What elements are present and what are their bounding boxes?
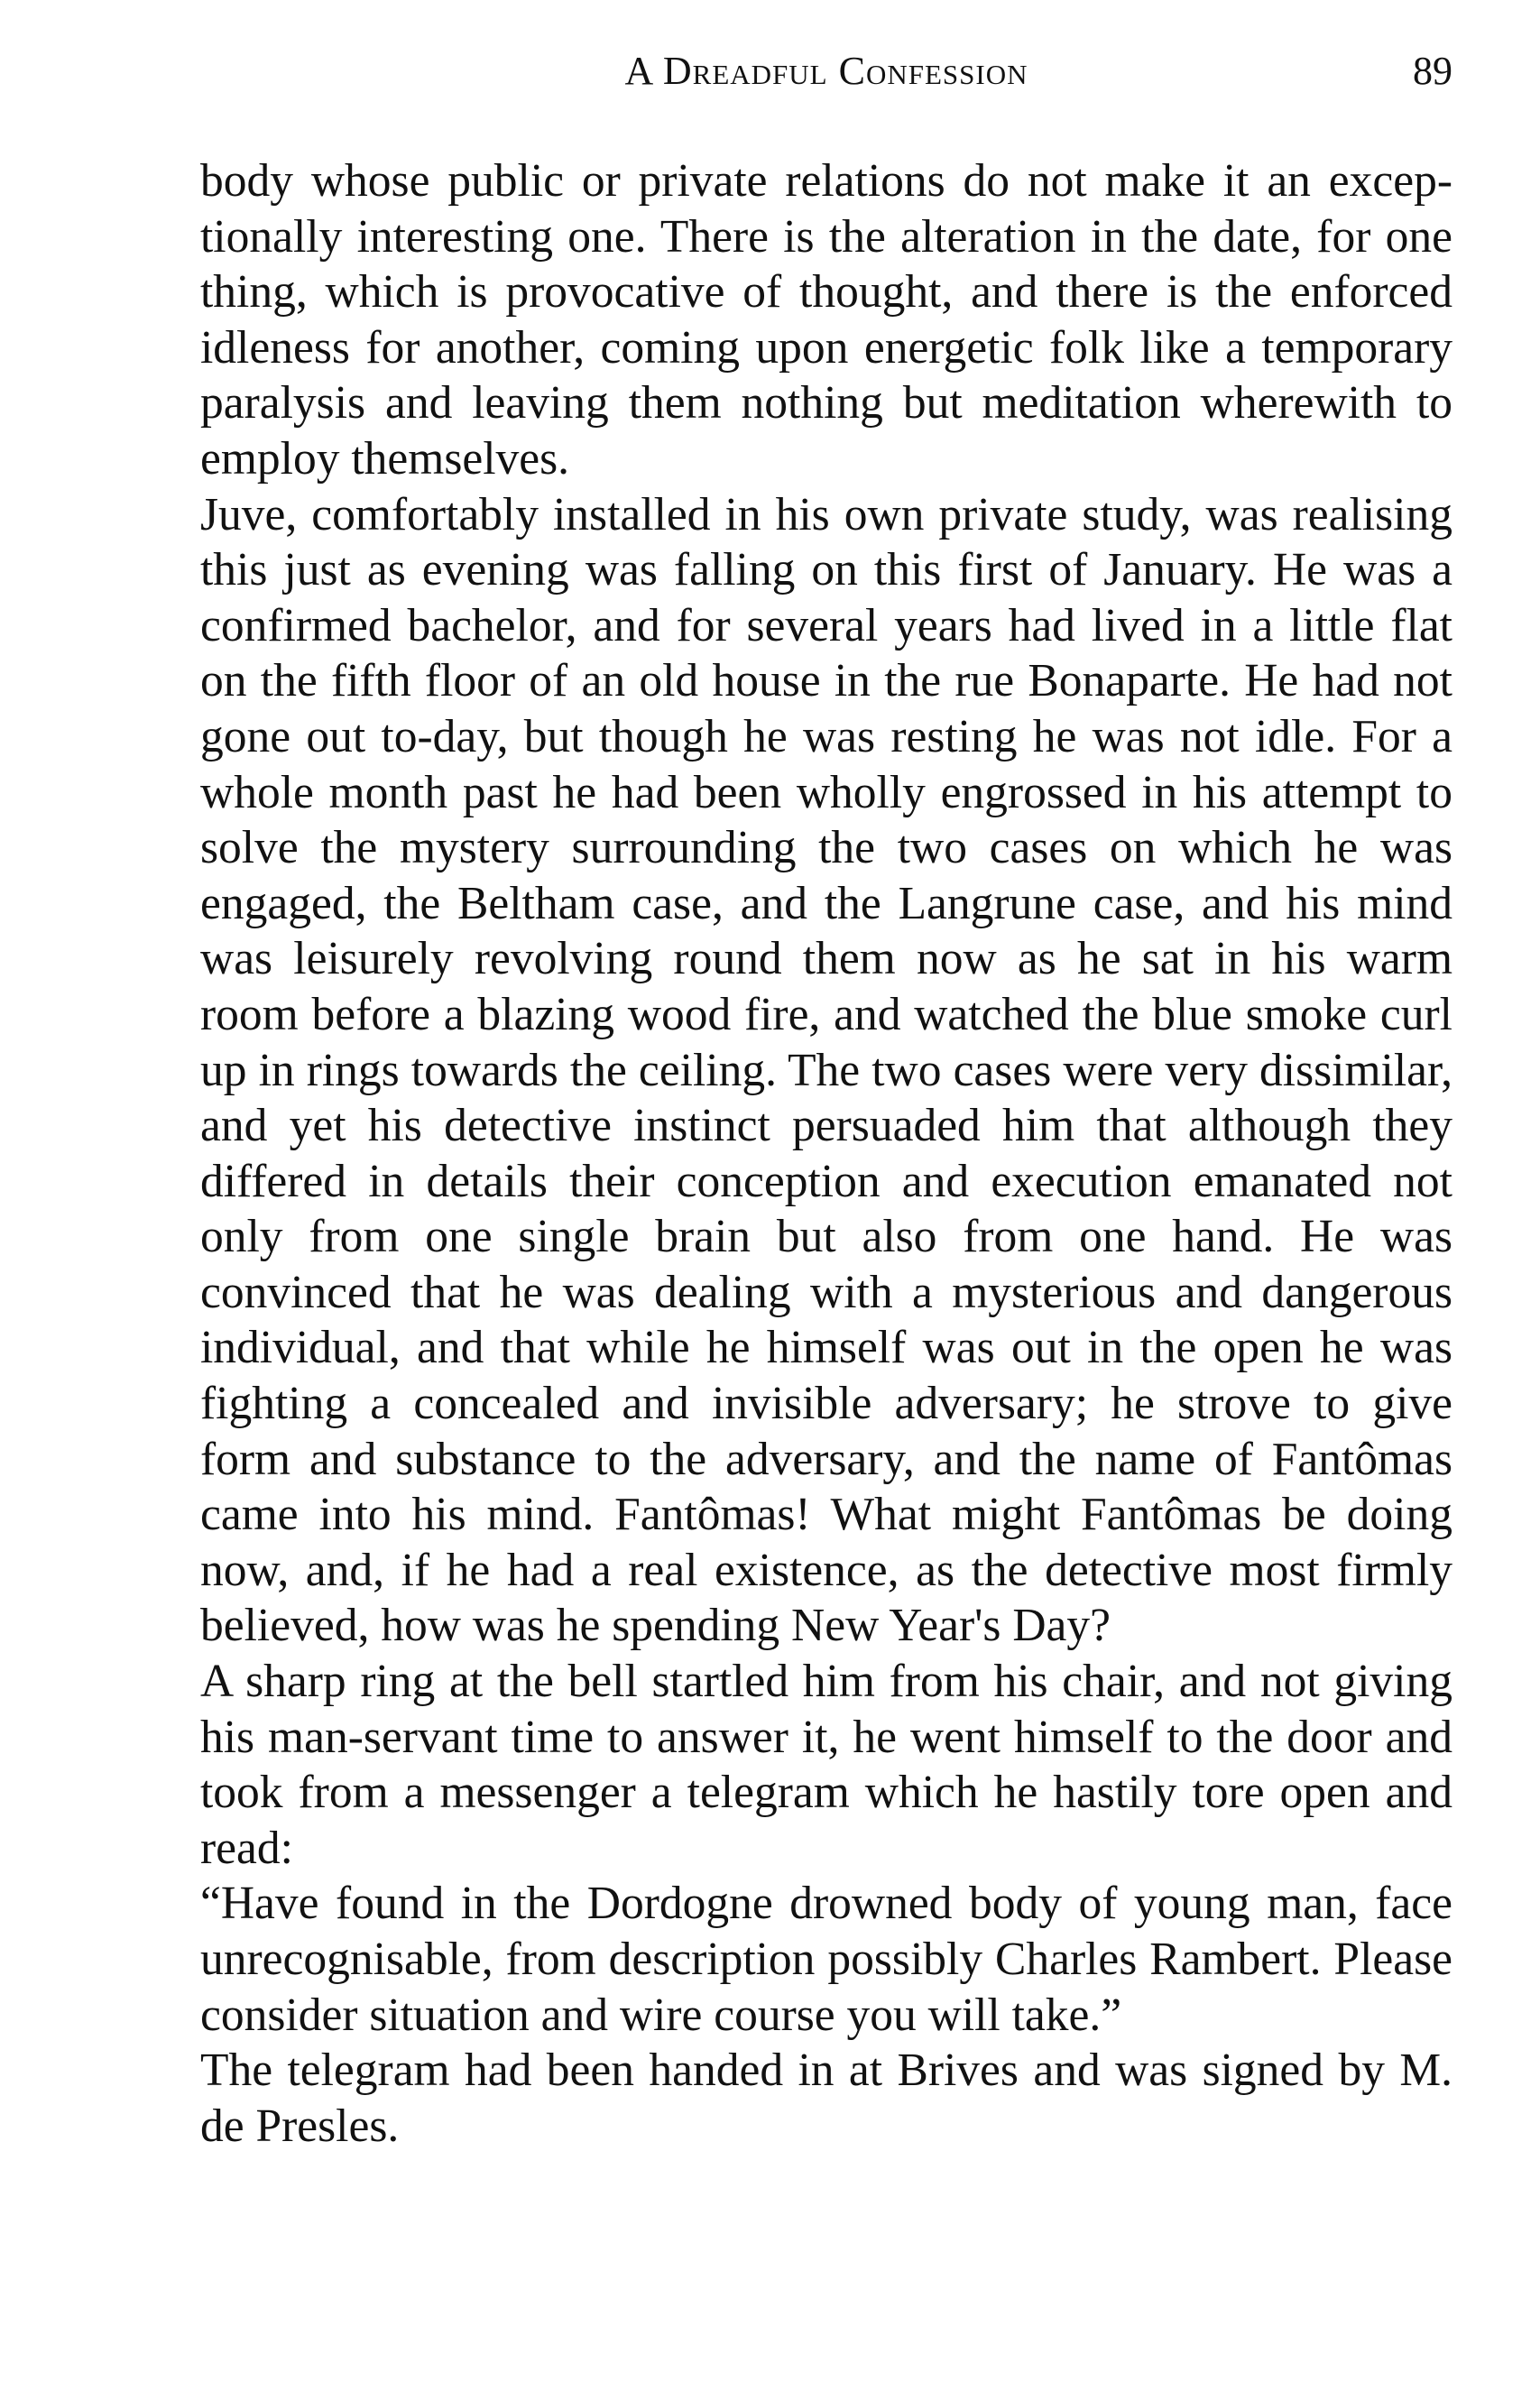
paragraph-telegram-text: “Have found in the Dordogne drowned body of young man, face unrecognisable, from description possibly Charles Rambert. Please consider situation and wire course you will take.” — [200, 1878, 1452, 2041]
running-title: A Dreadful Confession — [624, 49, 1028, 93]
body-text — [200, 153, 1452, 2154]
page-number: 89 — [1413, 49, 1452, 93]
paragraph-continuation: body whose public or private relations do not make it an exceptionally interesting one. There is the alteration in the date, for one thing, which is provocative of thought, and there is the enforced idleness for another, coming upon energetic folk like a temporary paralysis and leaving them nothing but meditation wherewith to employ themselves. — [200, 155, 1452, 485]
paragraph-bell-ring: A sharp ring at the bell startled him from his chair, and not giving his man-servant time to answer it, he went himself to the door and took from a messenger a telegram which he hastily tore open and read: — [200, 1656, 1452, 1874]
paragraph-telegram-origin: The telegram had been handed in at Brives and was signed by M. de Presles. — [200, 2045, 1452, 2152]
paragraph-juve-study: Juve, comfortably installed in his own private study, was realising this just as evening was falling on this first of January. He was a confirmed bachelor, and for several years had lived in a little flat on the fifth floor of an old house in the rue Bonaparte. He had not gone out to-day, but though he was resting he was not idle. For a whole month past he had been wholly engrossed in his attempt to solve the mystery surrounding the two cases on which he was engaged, the Beltham case, and the Langrune case, and his mind was leisurely revolving round them now as he sat in his warm room before a blazing wood fire, and watched the blue smoke curl up in rings towards the ceiling. The two cases were very dissimilar, and yet his detective instinct persuaded him that although they differed in details their conception and execution emanated not only from one single brain but also from one hand. He was convinced that he was dealing with a mysterious and dangerous individual, and that while he himself was out in the open he was fighting a concealed and invisible adversary; he strove to give form and substance to the adversary, and the name of Fantômas came into his mind. Fantômas! What might Fantômas be doing now, and, if he had a real existence, as the detective most firmly believed, how was he spending New Year's Day? — [200, 488, 1452, 1652]
running-head — [200, 40, 1452, 103]
